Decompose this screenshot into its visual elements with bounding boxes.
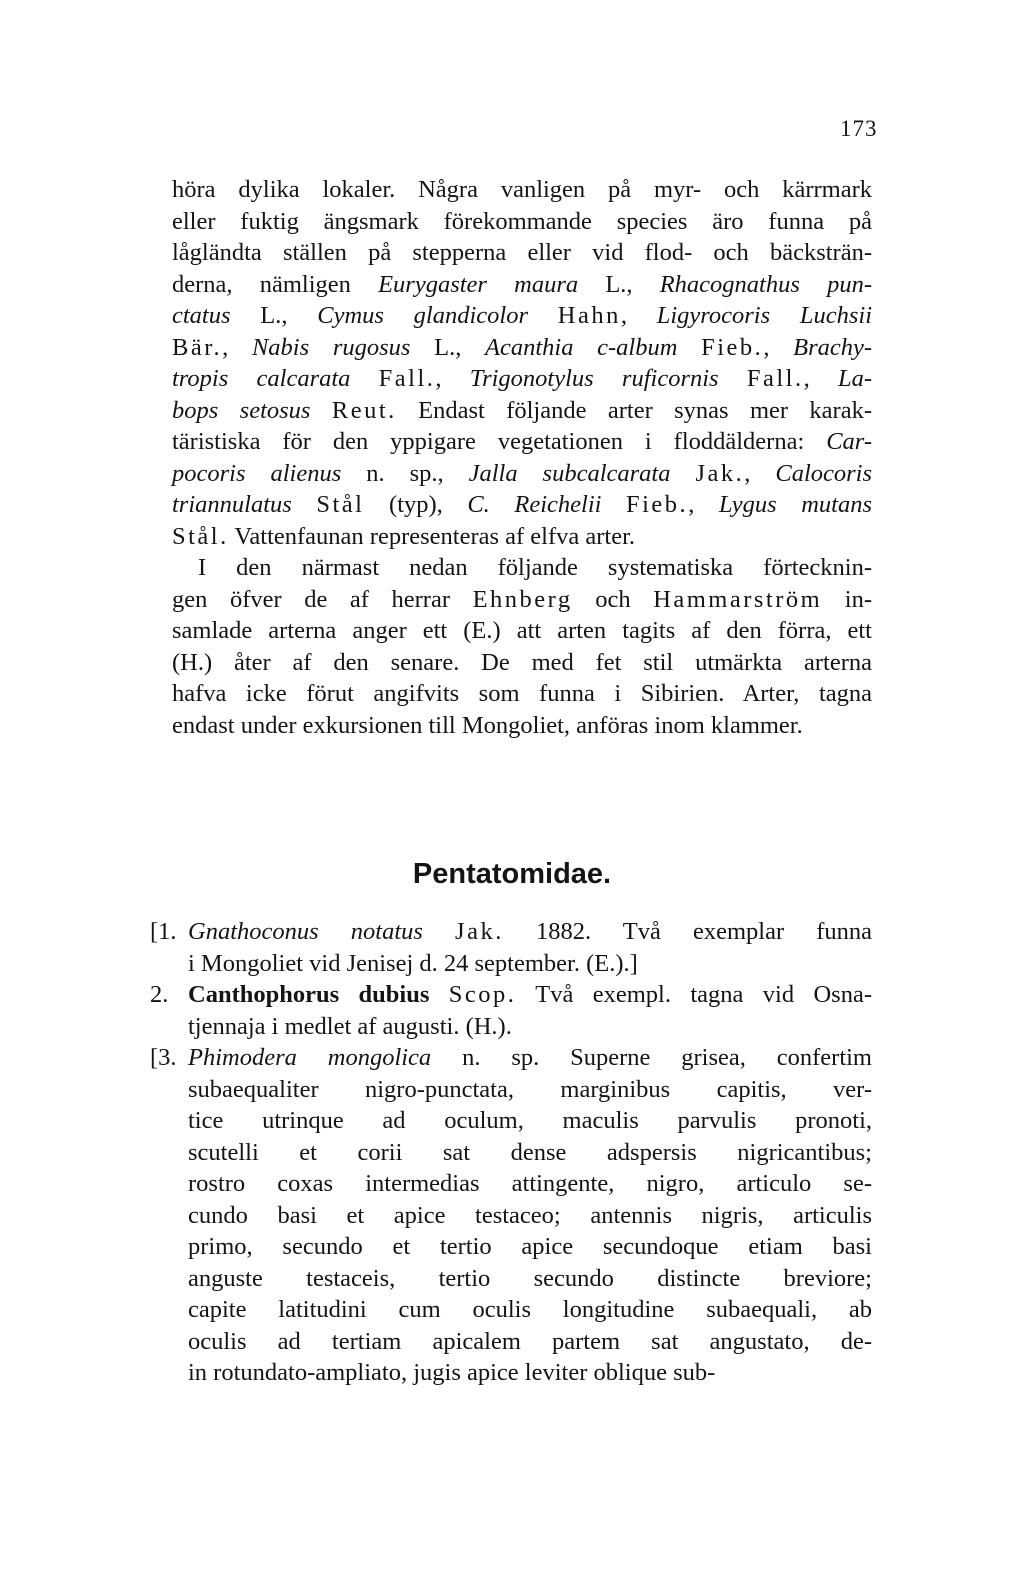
italic-taxon-name: Trigonotylus ruficornis (469, 365, 719, 392)
text-line (172, 332, 872, 364)
text-run: eller fuktig ängsmark förekommande species äro funna på (172, 207, 872, 235)
italic-taxon-name: Phimodera mongolica (188, 1044, 432, 1071)
text-line (172, 647, 872, 679)
text-run: subaequaliter nigro-punctata, marginibus capitis, ver- (188, 1075, 872, 1103)
text-line (172, 269, 872, 301)
italic-taxon-name: Gnathoconus notatus (188, 918, 423, 945)
text-line (188, 979, 872, 1011)
text-run: L., (410, 333, 486, 361)
spaced-author-name: Hammarström (653, 585, 823, 613)
italic-taxon-name: Car- (826, 428, 872, 455)
italic-taxon-name: Cymus glandicolor (317, 302, 528, 329)
text-line (172, 584, 872, 616)
text-run: in- (822, 585, 873, 613)
text-run: höra dylika lokaler. Några vanligen på myr- och kärrmark (172, 176, 872, 203)
spaced-author-name: Jak. (455, 918, 504, 945)
body-text (172, 174, 872, 741)
text-run: primo, secundo et tertio apice secundoque etiam basi (188, 1233, 872, 1260)
spaced-author-name: Ehnberg (472, 585, 573, 613)
text-run: , (744, 459, 776, 487)
text-run: rostro coxas intermedias attingente, nigro, articulo se- (188, 1170, 872, 1197)
entry-body (188, 979, 872, 1042)
text-line (188, 1168, 872, 1200)
text-run: in rotundato-ampliato, jugis apice leviter oblique sub- (188, 1359, 716, 1386)
text-run (601, 491, 626, 518)
text-line (188, 948, 872, 980)
text-run: Två exempl. tagna vid Osna- (516, 981, 872, 1008)
text-run: lågländta ställen på stepperna eller vid flod- och bäcksträn- (172, 239, 872, 266)
entry-number: [3. (150, 1044, 177, 1071)
text-run: derna, nämligen (172, 270, 379, 298)
text-line (188, 1357, 872, 1389)
text-run: , (803, 365, 838, 392)
entry-number: [1. (150, 918, 177, 945)
text-run: , (688, 491, 719, 518)
italic-taxon-name: Eurygaster maura (378, 270, 579, 298)
second-paragraph (172, 552, 872, 741)
text-line (188, 1042, 872, 1074)
italic-taxon-name: ctatus (172, 302, 231, 329)
text-run (677, 334, 701, 361)
text-run: , (620, 302, 657, 329)
text-run: cundo basi et apice testaceo; antennis nigris, articulis (188, 1201, 872, 1229)
text-run: scutelli et corii sat dense adspersis nigricantibus; (188, 1138, 872, 1166)
text-line (188, 1200, 872, 1232)
text-line (188, 1074, 872, 1106)
text-run (292, 491, 317, 518)
species-list (150, 916, 872, 1389)
text-line (172, 363, 872, 395)
section-heading: Pentatomidae. (412, 858, 612, 890)
text-run: samlade arterna anger ett (E.) att arten tagits af den förra, ett (172, 617, 872, 644)
page-number: 173 (840, 116, 878, 141)
text-run: Vattenfaunan representeras af elfva arter. (228, 522, 636, 550)
text-line (188, 1326, 872, 1358)
text-run: hafva icke förut angifvits som funna i Sibirien. Arter, tagna (172, 680, 872, 707)
text-run (429, 981, 448, 1008)
spaced-author-name: Stål. (172, 522, 229, 550)
text-run: (H.) åter af den senare. De med fet stil utmärkta arterna (172, 648, 872, 676)
spaced-author-name: Jak. (695, 459, 745, 487)
italic-taxon-name: Calocoris (775, 459, 873, 487)
italic-taxon-name: Brachy- (793, 333, 873, 361)
bold-taxon-name: Canthophorus dubius (188, 981, 430, 1008)
text-line (172, 489, 872, 521)
text-run: täristiska för den yppigare vegetationen i floddälderna: (172, 428, 827, 455)
text-line (172, 678, 872, 710)
italic-taxon-name: tropis calcarata (172, 365, 351, 392)
text-line (172, 237, 872, 269)
intro-paragraph (172, 174, 872, 552)
italic-taxon-name: Lygus mutans (718, 491, 873, 518)
spaced-author-name: Fieb. (626, 491, 689, 518)
text-run: anguste testaceis, tertio secundo distincte breviore; (188, 1264, 872, 1292)
text-line (172, 300, 872, 332)
text-run: (typ), (364, 491, 468, 518)
text-line (188, 1294, 872, 1326)
text-run: endast under exkursionen till Mongoliet, anföras inom klammer. (172, 711, 803, 739)
italic-taxon-name: Acanthia c-album (485, 333, 678, 361)
entry-number: 2. (150, 981, 169, 1008)
text-run: n. sp., (341, 459, 469, 487)
text-line (172, 395, 872, 427)
italic-taxon-name: La- (837, 365, 873, 392)
text-run: tice utrinque ad oculum, maculis parvulis pronoti, (188, 1107, 872, 1134)
species-entry (150, 1042, 872, 1389)
text-line (188, 1105, 872, 1137)
italic-taxon-name: C. Reichelii (467, 491, 602, 518)
text-line (188, 1137, 872, 1169)
entry-body (188, 916, 872, 979)
text-line (172, 206, 872, 238)
text-run: gen öfver de af herrar (172, 585, 473, 613)
text-line (172, 521, 872, 553)
text-line (172, 552, 872, 584)
spaced-author-name: Bär. (172, 333, 223, 361)
italic-taxon-name: Rhacognathus pun- (659, 270, 872, 298)
species-entry (150, 916, 872, 979)
text-run (670, 460, 695, 487)
species-entry (150, 979, 872, 1042)
spaced-author-name: Fieb. (701, 333, 764, 361)
text-line (172, 174, 872, 206)
text-run: , (222, 333, 252, 361)
text-run: L., (578, 270, 660, 298)
text-run: I den närmast nedan följande systematiska förtecknin- (198, 554, 872, 581)
text-line (172, 710, 872, 742)
text-run (350, 365, 378, 392)
italic-taxon-name: Nabis rugosus (251, 333, 411, 361)
text-line (188, 916, 872, 948)
spaced-author-name: Scop. (448, 981, 517, 1008)
text-run: , (763, 333, 794, 361)
text-run: capite latitudini cum oculis longitudine subaequali, ab (188, 1296, 872, 1323)
text-run: n. sp. Superne grisea, confertim (431, 1044, 872, 1071)
text-run: tjennaja i medlet af augusti. (H.). (188, 1012, 512, 1040)
entry-body (188, 1042, 872, 1389)
text-line (172, 458, 872, 490)
spaced-author-name: Stål (316, 491, 365, 518)
text-line (188, 1011, 872, 1043)
spaced-author-name: Fall. (746, 365, 804, 392)
italic-taxon-name: triannulatus (172, 491, 292, 518)
spaced-author-name: Reut. (331, 396, 397, 424)
text-line (172, 615, 872, 647)
text-run: och (572, 585, 654, 613)
text-run: oculis ad tertiam apicalem partem sat angustato, de- (188, 1327, 872, 1355)
text-run: Endast följande arter synas mer karak- (396, 396, 872, 424)
italic-taxon-name: bops setosus (172, 396, 311, 424)
text-run (528, 302, 558, 329)
text-run: 1882. Två exemplar funna (503, 918, 873, 945)
text-run (423, 918, 455, 945)
text-line (172, 426, 872, 458)
text-line (188, 1231, 872, 1263)
italic-taxon-name: Jalla subcalcarata (468, 459, 671, 487)
text-run: L., (230, 302, 318, 329)
text-run: , (435, 365, 470, 392)
italic-taxon-name: Ligyrocoris Luchsii (656, 302, 873, 329)
text-run (719, 365, 747, 392)
spaced-author-name: Hahn (557, 302, 621, 329)
spaced-author-name: Fall. (378, 365, 436, 392)
text-run: i Mongoliet vid Jenisej d. 24 september. (E.).] (188, 949, 638, 977)
text-line (188, 1263, 872, 1295)
text-run (310, 397, 331, 424)
italic-taxon-name: pocoris alienus (172, 459, 342, 487)
